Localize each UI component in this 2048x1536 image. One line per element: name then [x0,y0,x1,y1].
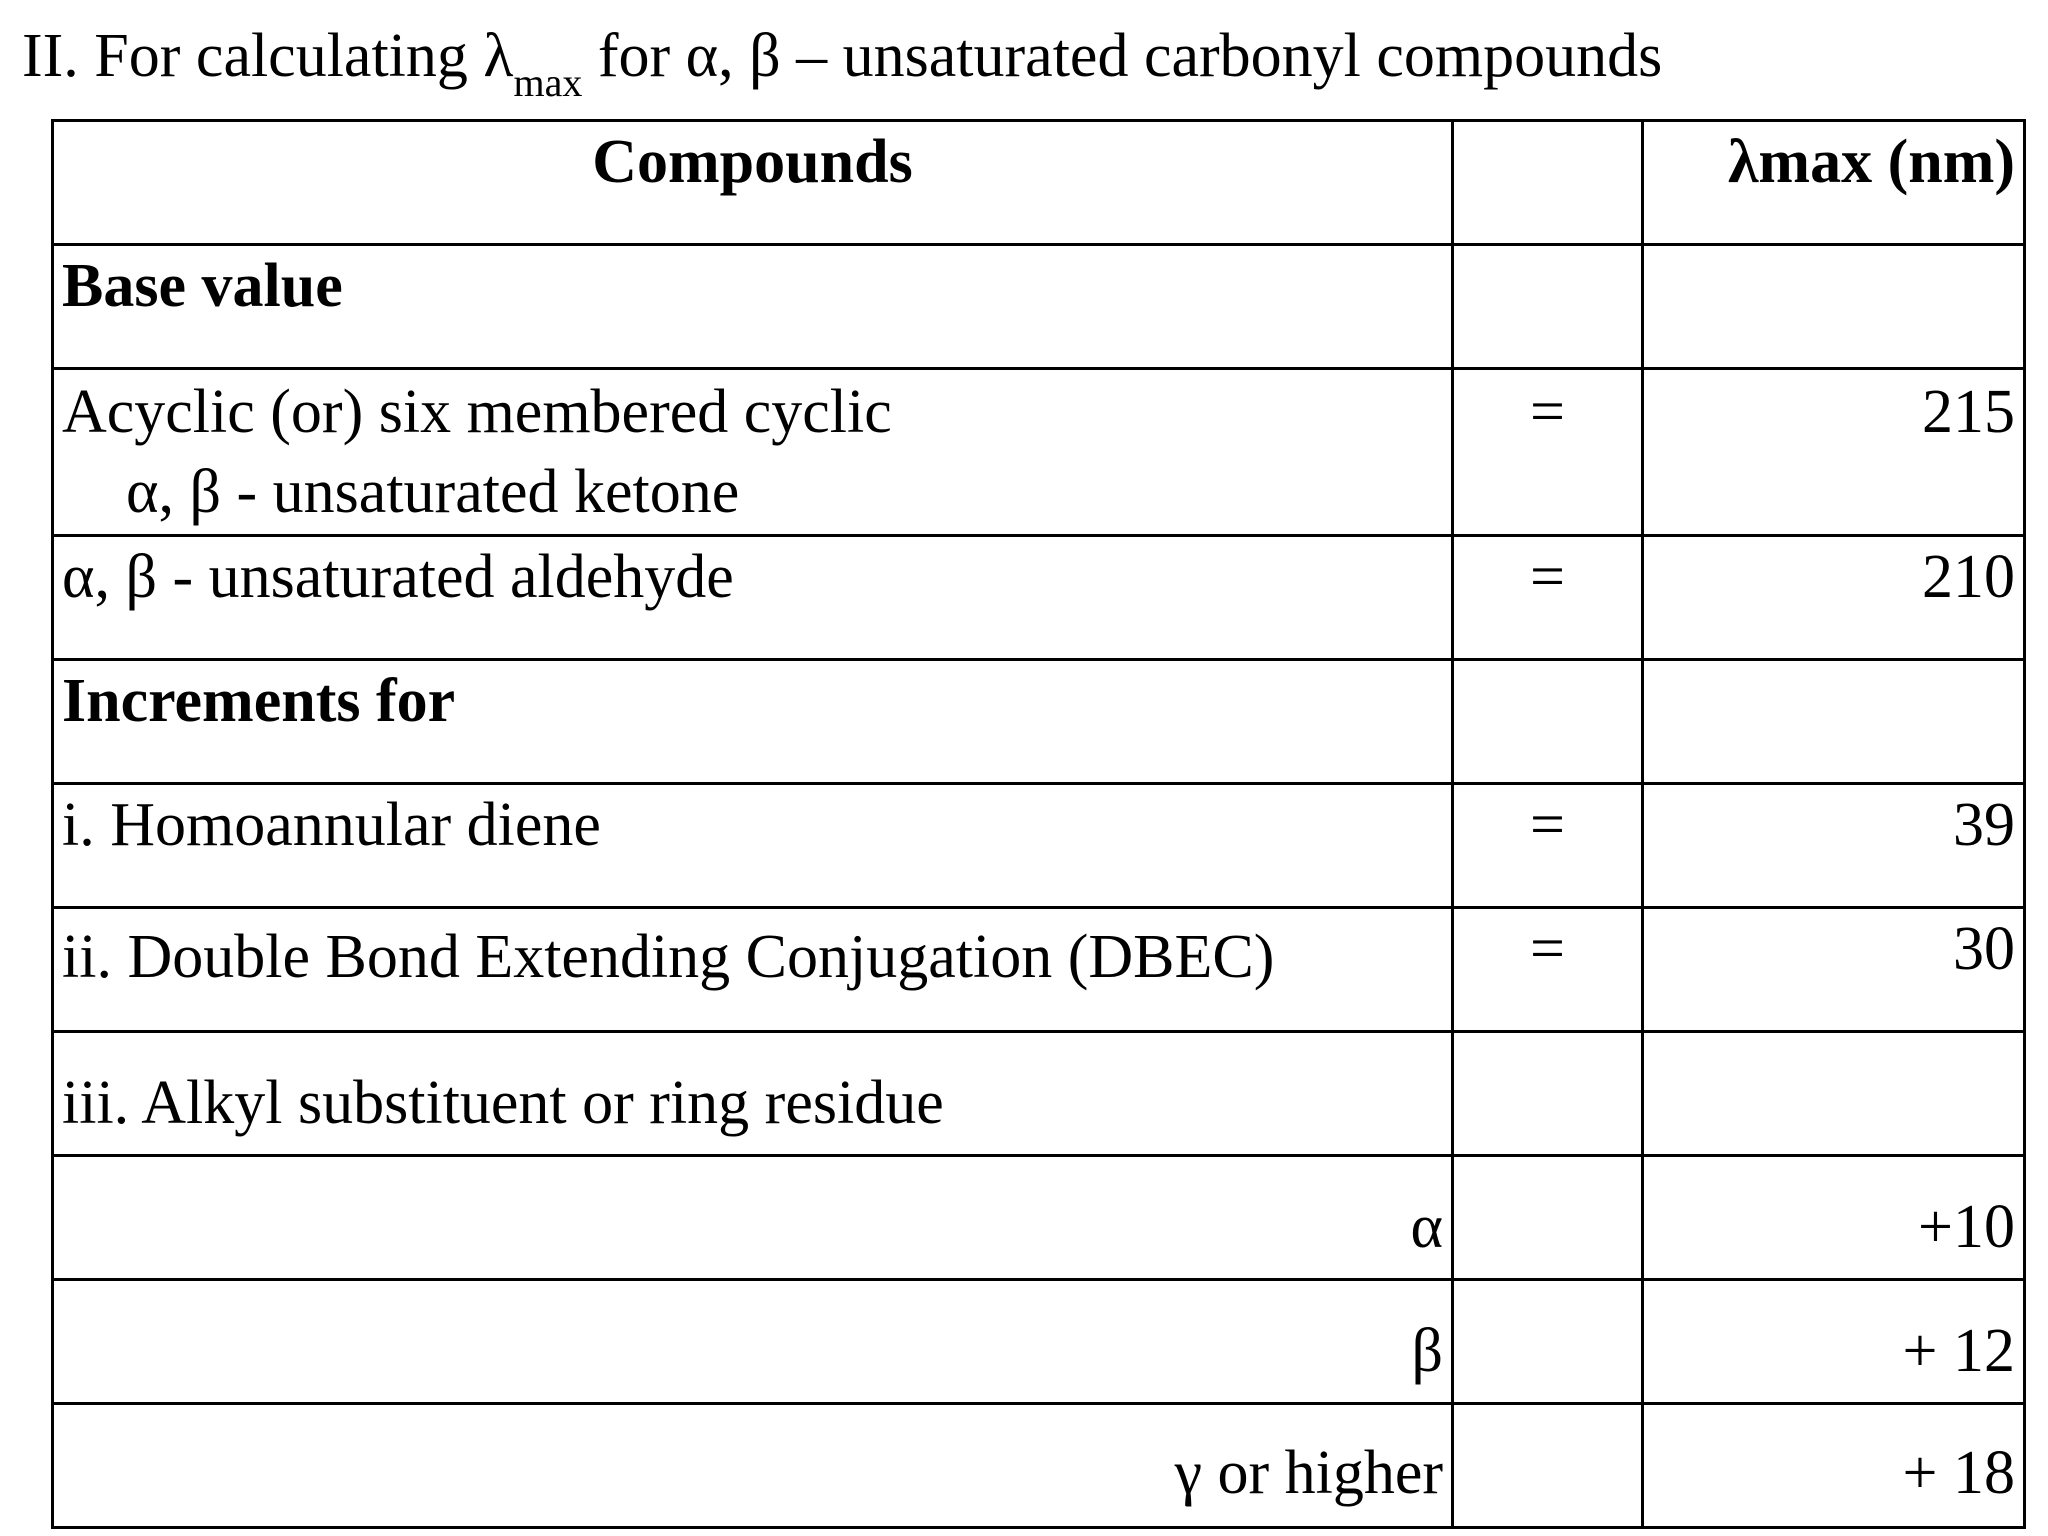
row-equals [1453,1280,1643,1404]
table-row [53,784,2025,908]
title-subscript: max [513,60,583,105]
row-label [53,369,1453,536]
row-equals [1453,245,1643,369]
row-label: β [53,1280,1453,1404]
row-value: + 18 [1643,1404,2025,1528]
table-row [53,1404,2025,1528]
row-equals [1453,660,1643,784]
row-value: 30 [1643,908,2025,1032]
row-label: Increments for [53,660,1453,784]
row-equals: = [1453,536,1643,660]
row-label: α, β - unsaturated aldehyde [53,536,1453,660]
row-value [1643,1032,2025,1156]
table-row [53,1280,2025,1404]
row-equals: = [1453,784,1643,908]
table-row [53,1156,2025,1280]
row-value [1643,660,2025,784]
row-label: iii. Alkyl substituent or ring residue [53,1032,1453,1156]
row-label: γ or higher [53,1404,1453,1528]
row-equals [1453,1156,1643,1280]
row-label-line2: α, β - unsaturated ketone [126,458,740,526]
row-equals [1453,1032,1643,1156]
row-equals: = [1453,908,1643,1032]
table-row [53,536,2025,660]
row-value: 39 [1643,784,2025,908]
table-header-row [53,121,2025,245]
row-label: i. Homoannular diene [53,784,1453,908]
row-value: 215 [1643,369,2025,536]
row-value: +10 [1643,1156,2025,1280]
title-prefix: II. For calculating λ [22,22,514,90]
row-label: Base value [53,245,1453,369]
table-row [53,660,2025,784]
table-row [53,1032,2025,1156]
page-title [22,18,1663,105]
header-compounds: Compounds [53,121,1453,245]
header-middle [1453,121,1643,245]
header-lambda-max: λmax (nm) [1643,121,2025,245]
row-value: + 12 [1643,1280,2025,1404]
table-row [53,908,2025,1032]
row-equals [1453,1404,1643,1528]
row-label: ii. Double Bond Extending Conjugation (DBEC) [53,908,1453,1032]
row-value: 210 [1643,536,2025,660]
row-label: α [53,1156,1453,1280]
table-row [53,245,2025,369]
row-equals: = [1453,369,1643,536]
table-row [53,369,2025,536]
lambda-max-table [51,119,2026,1529]
title-suffix: for α, β – unsaturated carbonyl compounds [582,22,1663,90]
row-label-line1: Acyclic (or) six membered cyclic [62,378,892,446]
row-value [1643,245,2025,369]
